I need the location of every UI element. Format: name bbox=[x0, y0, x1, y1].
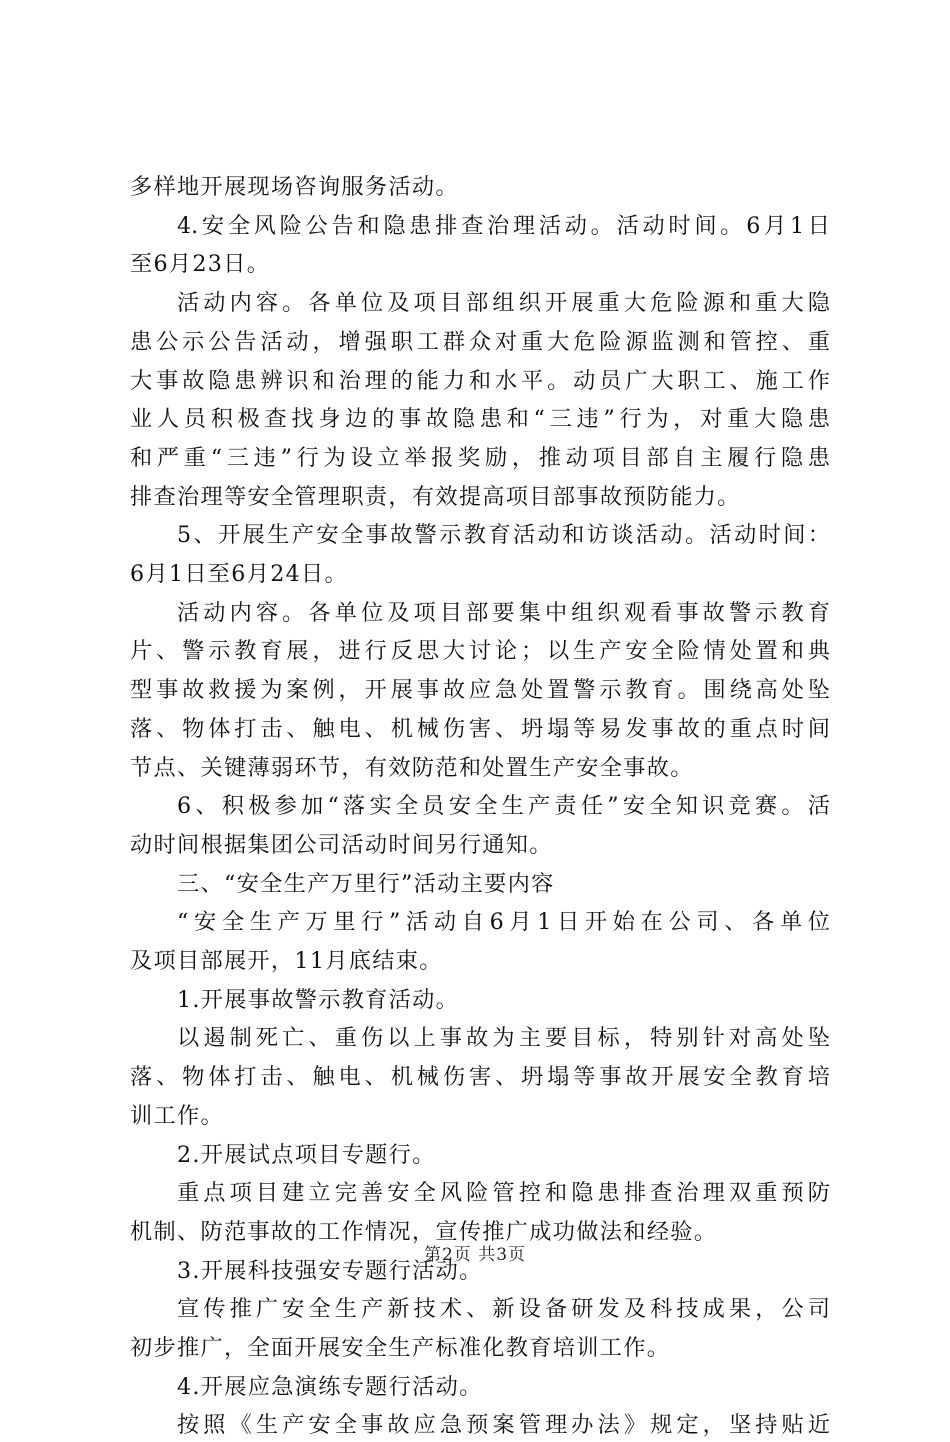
body-line: 活动内容。各单位及项目部要集中组织观看事故警示教育 bbox=[177, 599, 830, 626]
body-line: 以遏制死亡、重伤以上事故为主要目标，特别针对高处坠 bbox=[177, 1025, 830, 1052]
body-line: 按照《生产安全事故应急预案管理办法》规定，坚持贴近 bbox=[177, 1412, 830, 1439]
body-line: 节点、关键薄弱环节，有效防范和处置生产安全事故。 bbox=[130, 754, 694, 781]
body-line: 4.安全风险公告和隐患排查治理活动。活动时间。6月1日 bbox=[177, 212, 830, 239]
body-line: 片、警示教育展，进行反思大讨论；以生产安全险情处置和典 bbox=[130, 638, 830, 665]
body-line: 型事故救援为案例，开展事故应急处置警示教育。围绕高处坠 bbox=[130, 677, 830, 704]
body-line: 机制、防范事故的工作情况，宣传推广成功做法和经验。 bbox=[130, 1218, 718, 1245]
body-line: 三、“安全生产万里行”活动主要内容 bbox=[177, 870, 555, 897]
body-line: 落、物体打击、触电、机械伤害、坍塌等事故开展安全教育培 bbox=[130, 1064, 830, 1091]
body-line: “安全生产万里行”活动自6月1日开始在公司、各单位 bbox=[177, 909, 830, 936]
body-line: 1.开展事故警示教育活动。 bbox=[177, 986, 460, 1013]
body-line: 6、积极参加“落实全员安全生产责任”安全知识竞赛。活 bbox=[177, 793, 830, 820]
page-footer: 第2页 共3页 bbox=[423, 1245, 527, 1265]
body-line: 多样地开展现场咨询服务活动。 bbox=[130, 174, 459, 200]
body-line: 大事故隐患辨识和治理的能力和水平。动员广大职工、施工作 bbox=[130, 367, 830, 394]
body-line: 2.开展试点项目专题行。 bbox=[177, 1141, 436, 1168]
body-line: 初步推广，全面开展安全生产标准化教育培训工作。 bbox=[130, 1335, 671, 1361]
body-line: 和严重“三违”行为设立举报奖励，推动项目部自主履行隐患 bbox=[130, 444, 830, 471]
body-line: 业人员积极查找身边的事故隐患和“三违”行为，对重大隐患 bbox=[130, 406, 830, 433]
body-line: 及项目部展开，11月底结束。 bbox=[130, 948, 443, 974]
body-line: 排查治理等安全管理职责，有效提高项目部事故预防能力。 bbox=[130, 483, 741, 510]
body-line: 重点项目建立完善安全风险管控和隐患排查治理双重预防 bbox=[177, 1180, 830, 1207]
body-line: 患公示公告活动，增强职工群众对重大危险源监测和管控、重 bbox=[130, 328, 830, 355]
body-line: 训工作。 bbox=[130, 1102, 224, 1129]
body-line: 4.开展应急演练专题行活动。 bbox=[177, 1373, 483, 1400]
body-line: 活动内容。各单位及项目部组织开展重大危险源和重大隐 bbox=[177, 290, 830, 317]
body-line: 3.开展科技强安专题行活动。 bbox=[177, 1257, 483, 1284]
body-line: 5、开展生产安全事故警示教育活动和访谈活动。活动时间： bbox=[177, 522, 830, 549]
body-line: 至6月23日。 bbox=[130, 251, 271, 278]
body-line: 宣传推广安全生产新技术、新设备研发及科技成果，公司 bbox=[177, 1296, 830, 1323]
body-line: 动时间根据集团公司活动时间另行通知。 bbox=[130, 831, 553, 858]
body-line: 6月1日至6月24日。 bbox=[130, 561, 349, 587]
body-line: 落、物体打击、触电、机械伤害、坍塌等易发事故的重点时间 bbox=[130, 715, 830, 742]
